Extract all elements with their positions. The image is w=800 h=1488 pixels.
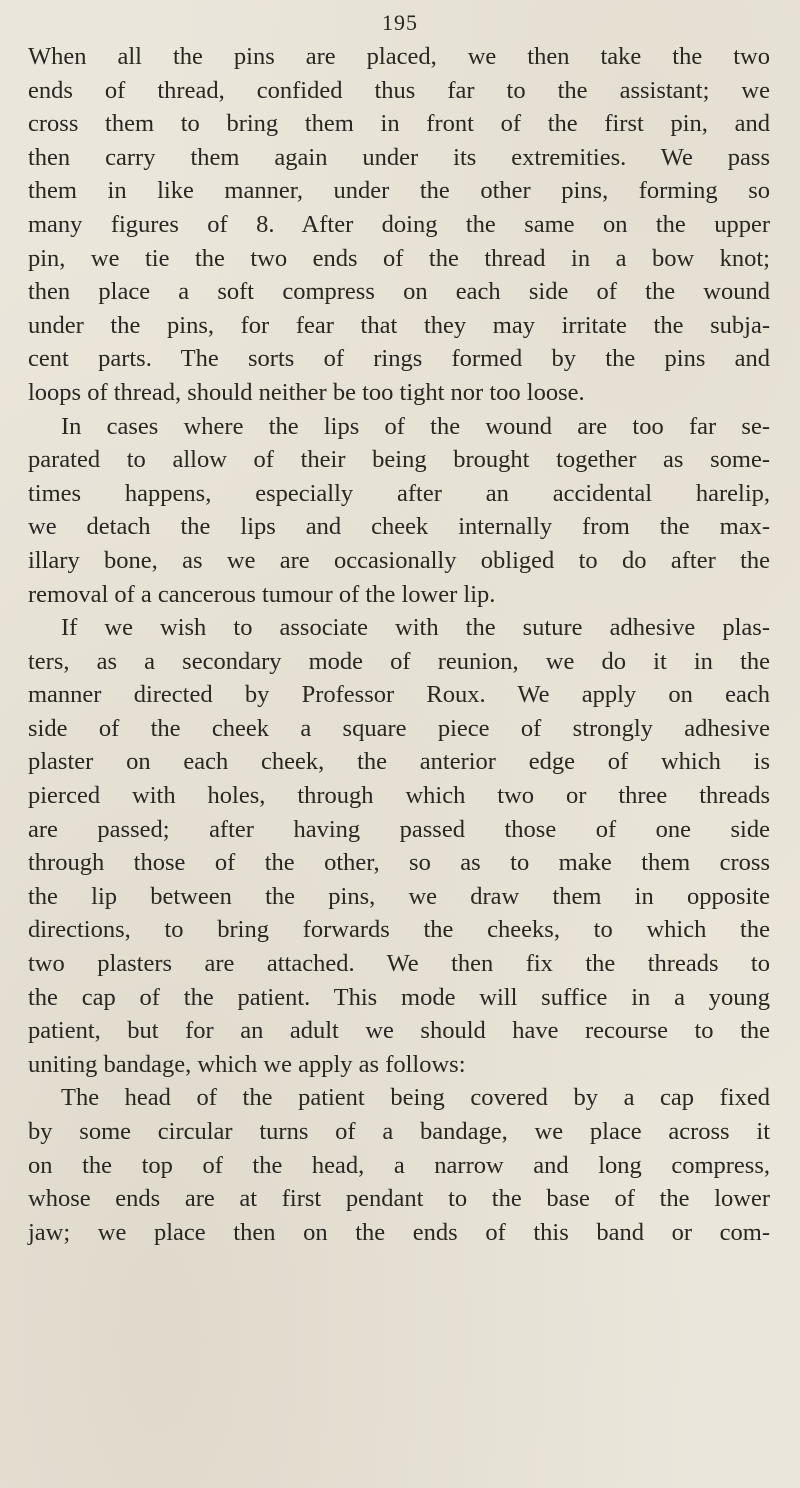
text-line: ters, as a secondary mode of reunion, we do it in the <box>28 647 770 675</box>
text-line: two plasters are attached. We then fix the threads to <box>28 950 770 978</box>
text-line: manner directed by Professor Roux. We apply on each <box>28 681 770 709</box>
text-line: removal of a cancerous tumour of the lower lip. <box>28 580 496 608</box>
text-line: through those of the other, so as to make them cross <box>28 849 770 877</box>
text-line: jaw; we place then on the ends of this band or com- <box>28 1218 770 1246</box>
text-line: uniting bandage, which we apply as follows: <box>28 1050 466 1078</box>
text-line: pierced with holes, through which two or three threads <box>28 782 770 810</box>
text-line: In cases where the lips of the wound are too far se- <box>61 412 770 440</box>
text-line: If we wish to associate with the suture adhesive plas- <box>61 614 770 642</box>
text-line: on the top of the head, a narrow and long compress, <box>28 1151 770 1179</box>
text-line: When all the pins are placed, we then take the two <box>28 43 770 70</box>
text-line: The head of the patient being covered by a cap fixed <box>61 1084 770 1112</box>
text-line: many figures of 8. After doing the same on the upper <box>28 210 770 238</box>
text-line: times happens, especially after an accidental harelip, <box>28 479 770 507</box>
text-line: under the pins, for fear that they may irritate the subja- <box>28 311 770 339</box>
text-line: directions, to bring forwards the cheeks, to which the <box>28 916 770 944</box>
text-line: the cap of the patient. This mode will suffice in a young <box>28 983 770 1011</box>
text-line: the lip between the pins, we draw them in opposite <box>28 882 770 910</box>
text-line: loops of thread, should neither be too tight nor too loose. <box>28 378 585 406</box>
text-line: pin, we tie the two ends of the thread in a bow knot; <box>28 244 770 272</box>
page-number: 195 <box>382 10 418 35</box>
text-line: are passed; after having passed those of one side <box>28 815 770 843</box>
text-line: we detach the lips and cheek internally from the max- <box>28 513 770 541</box>
text-line: then place a soft compress on each side of the wound <box>28 278 770 306</box>
body-text <box>28 40 770 1249</box>
text-line: parated to allow of their being brought together as some- <box>28 446 770 474</box>
text-line: whose ends are at first pendant to the base of the lower <box>28 1185 770 1213</box>
text-line: plaster on each cheek, the anterior edge of which is <box>28 748 770 776</box>
text-line: side of the cheek a square piece of strongly adhesive <box>28 714 770 742</box>
text-line: illary bone, as we are occasionally obliged to do after the <box>28 546 770 574</box>
text-line: patient, but for an adult we should have recourse to the <box>28 1017 770 1045</box>
text-line: cross them to bring them in front of the first pin, and <box>28 110 770 138</box>
text-line: cent parts. The sorts of rings formed by the pins and <box>28 345 770 373</box>
text-line: ends of thread, confided thus far to the assistant; we <box>28 76 770 104</box>
text-line: then carry them again under its extremities. We pass <box>28 143 770 171</box>
text-line: them in like manner, under the other pins, forming so <box>28 177 770 205</box>
text-line: by some circular turns of a bandage, we place across it <box>28 1118 770 1145</box>
